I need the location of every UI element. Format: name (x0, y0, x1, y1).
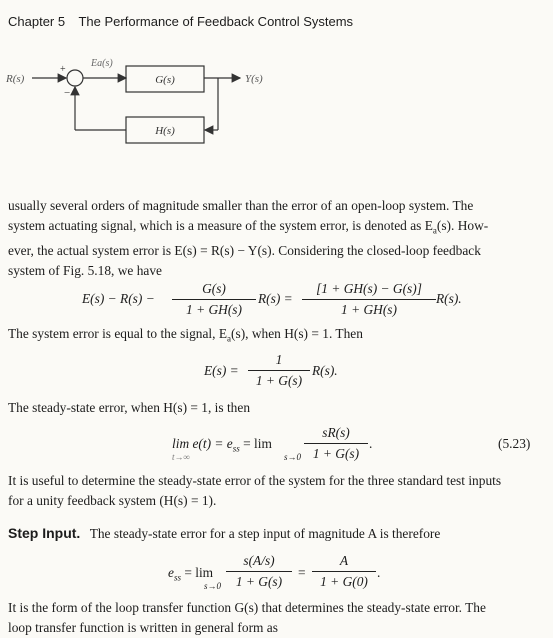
eq4-fraction-2: A 1 + G(0) (312, 553, 376, 590)
para1-line4: system of Fig. 5.18, we have (8, 262, 162, 278)
eq1-mid: R(s) = (258, 291, 293, 306)
paragraph-3: The steady-state error, when H(s) = 1, is then (8, 400, 251, 415)
eq3-dot: . (369, 436, 373, 451)
eq3-lim2-sub: s→0 (284, 452, 302, 462)
plus-sign: + (60, 64, 66, 75)
eq1-lhs: E(s) − R(s) − (82, 291, 155, 306)
step-input-section (8, 525, 440, 542)
paragraph-2: The system error is equal to the signal, $E_a(s)$, when H(s) = 1. Then (8, 326, 363, 344)
chapter-header (8, 14, 353, 29)
eq1-fraction-2: [1 + GH(s) − G(s)] 1 + GH(s) (302, 281, 436, 318)
diagram-input-label: R(s) (6, 73, 25, 85)
error-signal-label: Ea(s) (91, 58, 113, 69)
eq2-rhs: R(s). (312, 363, 338, 378)
para1-line3: ever, the actual system error is E(s) = R(s) − Y(s). Considering the closed-loop feedback (8, 242, 481, 258)
eq4-left: $e_{ss} = \lim$ (168, 565, 214, 583)
eq4-equals: = (298, 565, 306, 580)
eq4-fraction-1: s(A/s) 1 + G(s) (226, 553, 292, 590)
para1-line1: usually several orders of magnitude smaller than the error of an open-loop system. The (8, 198, 474, 213)
chapter-label: Chapter 5 (8, 14, 66, 29)
step-input-text: The steady-state error for a step input of magnitude A is therefore (89, 526, 441, 541)
eq4-dot: . (377, 565, 381, 580)
chapter-title: The Performance of Feedback Control Systems (78, 14, 354, 29)
equation-number: (5.23) (498, 436, 531, 451)
feedback-block-label: H(s) (155, 125, 175, 137)
paragraph-1 (8, 196, 538, 281)
paragraph-4: It is useful to determine the steady-state error of the system for the three standard test inputs for a unity feedback system (H(s) = 1). (8, 473, 502, 508)
diagram-output-label: Y(s) (245, 73, 263, 85)
paragraph-5: It is the form of the loop transfer function G(s) that determines the steady-state error. The loop transfer function is written in general form as (8, 600, 486, 635)
step-input-heading: Step Input. (8, 525, 81, 541)
eq1-fraction-1: G(s) 1 + GH(s) (172, 281, 256, 318)
para1-line2: system actuating signal, which is a measure of the system error, is denoted as $E_a(s)$. How- (8, 218, 489, 236)
eq3-lim1-sub: t→∞ (172, 452, 190, 462)
minus-sign: − (64, 87, 71, 99)
forward-block-label: G(s) (155, 74, 175, 86)
eq4-lim-sub: s→0 (204, 581, 222, 591)
summing-junction (67, 70, 83, 86)
eq3-fraction: sR(s) 1 + G(s) (304, 425, 368, 462)
eq2-lhs: E(s) = (204, 363, 239, 378)
feedback-block-diagram (0, 50, 300, 150)
eq1-rhs: R(s). (436, 291, 462, 306)
eq3-left: $\lim e(t) = e_{ss} = \lim$ (172, 436, 272, 454)
eq2-fraction: 1 1 + G(s) (248, 352, 310, 389)
